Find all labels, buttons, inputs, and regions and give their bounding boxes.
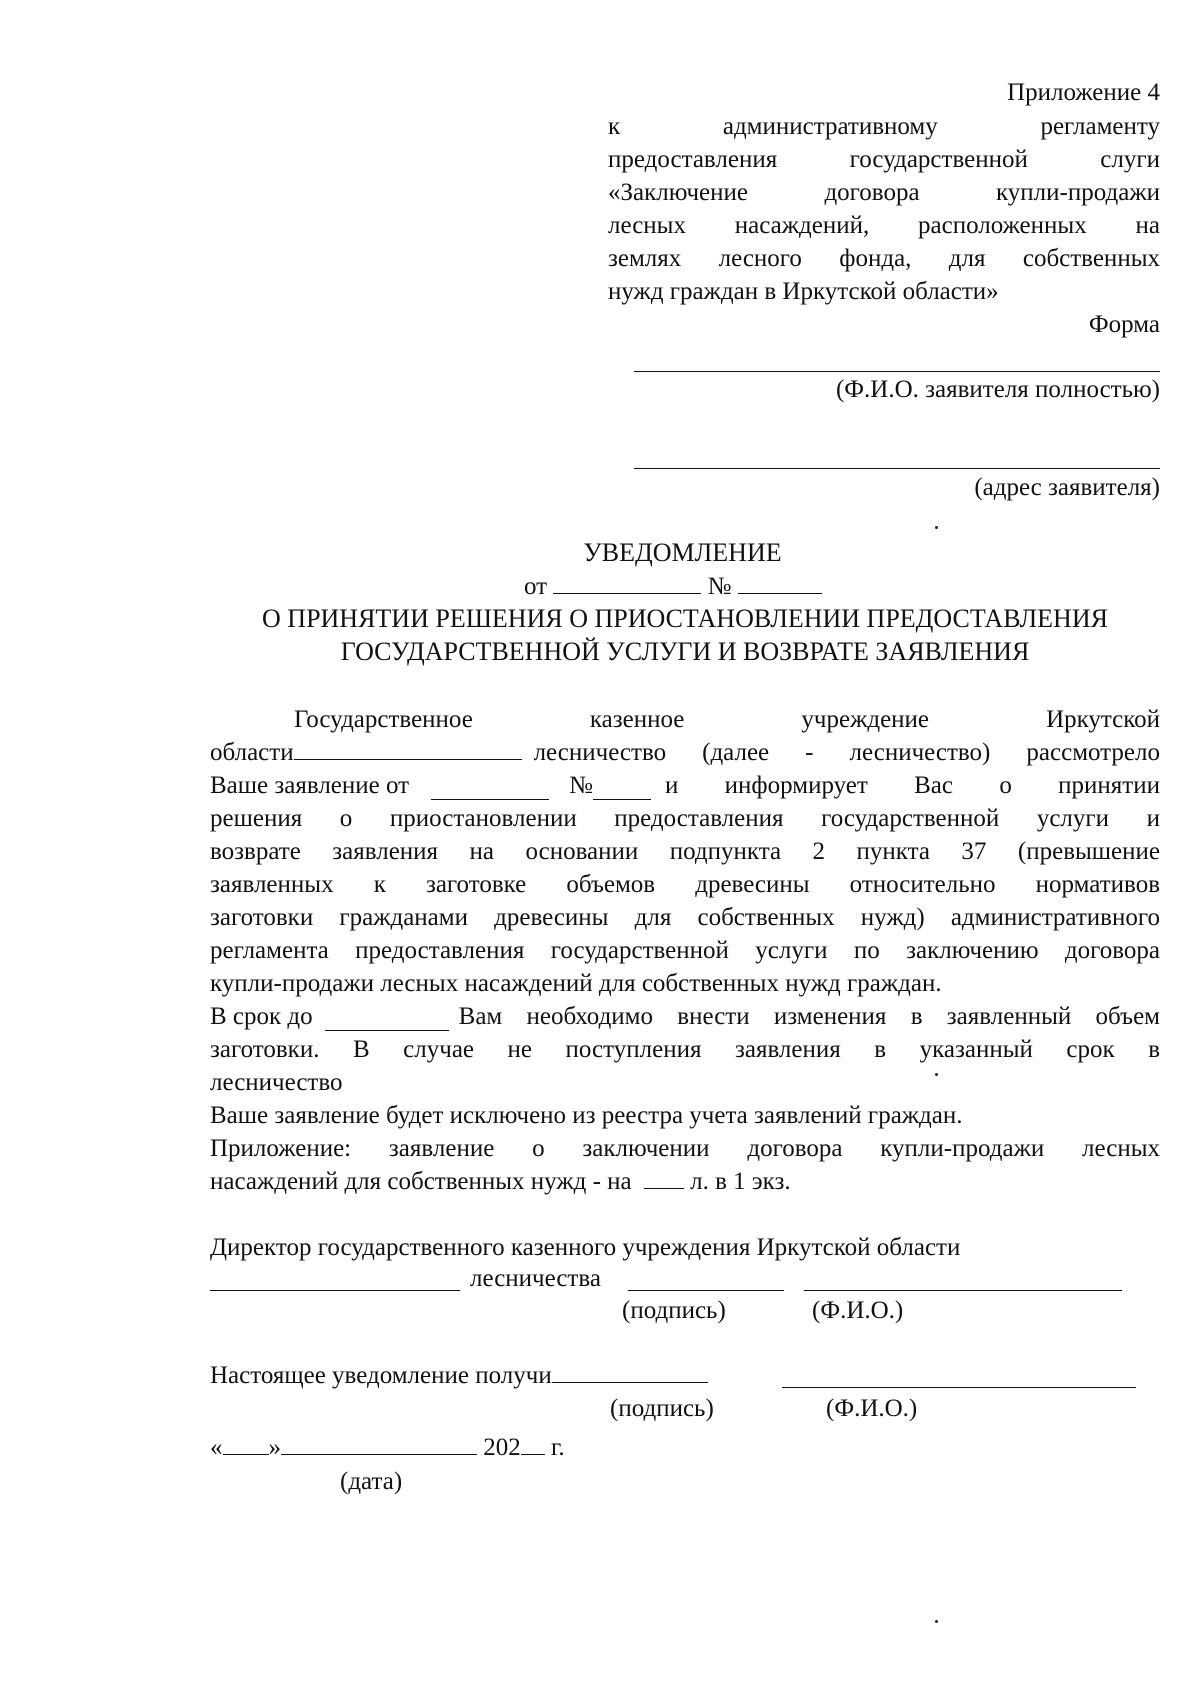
notice-date-blank bbox=[553, 592, 701, 594]
body-line-2-text: лесничество (далее - лесничество) рассмотрело bbox=[533, 739, 1160, 766]
director-forestry-label: лесничества bbox=[470, 1265, 601, 1292]
body-line-15 bbox=[210, 1167, 791, 1197]
deadline-date-blank bbox=[325, 1029, 449, 1031]
notice-number-line bbox=[524, 572, 822, 602]
date-day-blank bbox=[223, 1453, 269, 1455]
scan-speck bbox=[935, 1620, 938, 1623]
body-number-sign: № bbox=[569, 772, 593, 799]
appendix-label: Приложение 4 bbox=[1007, 79, 1160, 106]
body-application-from: Ваше заявление от bbox=[210, 772, 410, 799]
scan-speck bbox=[935, 1073, 938, 1076]
body-line-6: заявленных к заготовке объемов древесины относительно нормативов bbox=[210, 871, 1160, 898]
body-line-11: заготовки. В случае не поступления заявления в указанный срок в bbox=[210, 1036, 1160, 1063]
body-line-2 bbox=[210, 738, 1160, 768]
receipt-name-blank bbox=[782, 1387, 1136, 1388]
director-forestry-blank bbox=[210, 1290, 460, 1291]
director-name-blank bbox=[804, 1290, 1122, 1291]
attachment-pages-blank bbox=[644, 1187, 684, 1189]
notice-number-sign: № bbox=[707, 573, 732, 600]
director-title: Директор государственного казенного учреждения Иркутской области bbox=[210, 1234, 961, 1261]
body-region-label: области bbox=[210, 739, 294, 766]
director-signature-caption: (подпись) bbox=[622, 1297, 726, 1324]
body-line-5: возврате заявления на основании подпункта 2 пункта 37 (превышение bbox=[210, 838, 1160, 865]
body-line-3 bbox=[210, 771, 1160, 801]
body-attachment-text: насаждений для собственных нужд - на bbox=[210, 1168, 632, 1195]
notice-subtitle-1: О ПРИНЯТИИ РЕШЕНИЯ О ПРИОСТАНОВЛЕНИИ ПРЕДОСТАВЛЕНИЯ bbox=[262, 604, 1108, 633]
date-quote-open: « bbox=[210, 1434, 223, 1461]
applicant-address-field bbox=[634, 468, 1160, 469]
header-line-5: землях лесного фонда, для собственных bbox=[608, 245, 1160, 272]
forestry-name-blank bbox=[294, 758, 522, 760]
body-deadline-label: В срок до bbox=[210, 1003, 313, 1030]
receipt-date-caption: (дата) bbox=[340, 1468, 403, 1495]
header-line-2: предоставления государственной слуги bbox=[608, 146, 1160, 173]
body-line-4: решения о приостановлении предоставления государственной услуги и bbox=[210, 805, 1160, 832]
receipt-signature-blank bbox=[552, 1381, 708, 1383]
receipt-label: Настоящее уведомление получи bbox=[210, 1362, 552, 1389]
header-line-1: к административному регламенту bbox=[608, 113, 1160, 140]
date-year-suffix: г. bbox=[551, 1434, 565, 1461]
applicant-address-caption: (адрес заявителя) bbox=[974, 474, 1160, 501]
receipt-signature-caption: (подпись) bbox=[610, 1395, 714, 1422]
receipt-line bbox=[210, 1361, 708, 1391]
body-line-10 bbox=[210, 1002, 1160, 1032]
header-line-6: нужд граждан в Иркутской области» bbox=[608, 278, 999, 305]
body-line-12: лесничество bbox=[210, 1069, 343, 1096]
director-name-caption: (Ф.И.О.) bbox=[812, 1297, 904, 1324]
body-line-7: заготовки гражданами древесины для собственных нужд) административного bbox=[210, 904, 1160, 931]
body-attachment-copies: л. в 1 экз. bbox=[690, 1168, 791, 1195]
body-line-1: Государственное казенное учреждение Иркутской bbox=[294, 706, 1160, 733]
notice-number-blank bbox=[738, 592, 822, 594]
date-quote-close: » bbox=[268, 1434, 281, 1461]
body-line-3-text: и информирует Вас о принятии bbox=[664, 772, 1160, 799]
scan-speck bbox=[935, 526, 938, 529]
date-year-prefix: 202 bbox=[483, 1434, 521, 1461]
applicant-name-caption: (Ф.И.О. заявителя полностью) bbox=[835, 376, 1160, 403]
body-line-10-text: Вам необходимо внести изменения в заявленный объем bbox=[458, 1003, 1160, 1030]
notice-title: УВЕДОМЛЕНИЕ bbox=[583, 538, 782, 567]
body-line-8: регламента предоставления государственной услуги по заключению договора bbox=[210, 937, 1160, 964]
date-year-blank bbox=[521, 1453, 545, 1455]
notice-subtitle-2: ГОСУДАРСТВЕННОЙ УСЛУГИ И ВОЗВРАТЕ ЗАЯВЛЕНИЯ bbox=[340, 637, 1030, 666]
body-line-9: купли-продажи лесных насаждений для собственных нужд граждан. bbox=[210, 970, 942, 997]
body-line-13: Ваше заявление будет исключено из реестра учета заявлений граждан. bbox=[210, 1102, 963, 1129]
header-line-4: лесных насаждений, расположенных на bbox=[608, 212, 1160, 239]
notice-from-label: от bbox=[524, 573, 548, 600]
body-line-14: Приложение: заявление о заключении договора купли-продажи лесных bbox=[210, 1135, 1160, 1162]
director-signature-blank bbox=[628, 1290, 784, 1291]
application-number-blank bbox=[593, 798, 651, 800]
form-label: Форма bbox=[1088, 311, 1160, 338]
header-line-3: «Заключение договора купли-продажи bbox=[608, 179, 1160, 206]
application-date-blank bbox=[431, 798, 549, 800]
receipt-name-caption: (Ф.И.О.) bbox=[826, 1395, 918, 1422]
receipt-date-line bbox=[210, 1433, 565, 1463]
applicant-name-field bbox=[634, 371, 1160, 372]
date-month-blank bbox=[281, 1453, 477, 1455]
